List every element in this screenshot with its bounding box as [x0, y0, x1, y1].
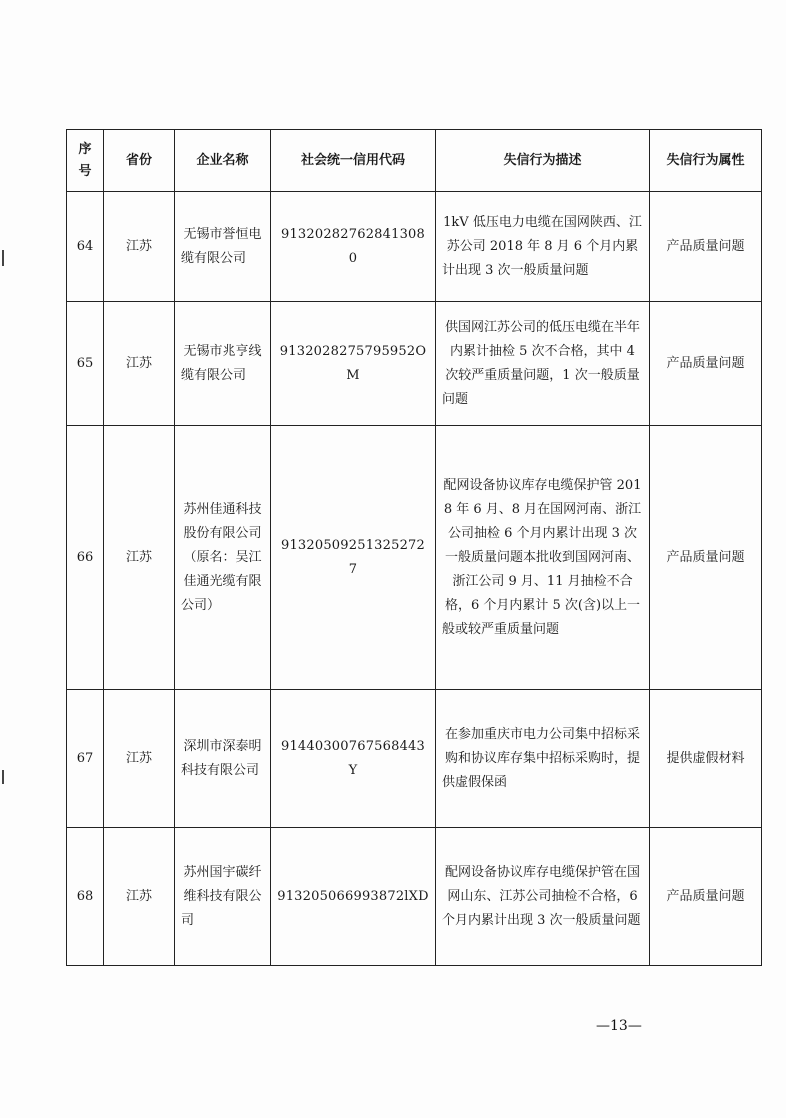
row-province: 江苏 — [104, 690, 175, 828]
row-credit-code: 913205066993872lXD — [271, 828, 436, 966]
scan-edge-mark — [2, 770, 4, 784]
row-seq: 67 — [67, 690, 104, 828]
row-seq: 68 — [67, 828, 104, 966]
row-description: 1kV 低压电力电缆在国网陕西、江苏公司 2018 年 8 月 6 个月内累计出现 3 次一般质量问题 — [436, 192, 650, 302]
row-province: 江苏 — [104, 828, 175, 966]
row-province: 江苏 — [104, 192, 175, 302]
row-description: 配网设备协议库存电缆保护管 2018 年 6 月、8 月在国网河南、浙江公司抽检 6 个月内累计出现 3 次一般质量问题本批收到国网河南、浙江公司 9 月、11 月抽检不合格，6 个月内累计 5 次(含)以上一般或较严重质量问题 — [436, 426, 650, 690]
row-credit-code: 913202827628413080 — [271, 192, 436, 302]
row-attribute: 提供虚假材料 — [650, 690, 762, 828]
table-row — [67, 426, 762, 690]
table-row — [67, 192, 762, 302]
row-credit-code: 91440300767568443Y — [271, 690, 436, 828]
row-credit-code: 913205092513252727 — [271, 426, 436, 690]
header-description: 失信行为描述 — [436, 130, 650, 192]
row-seq: 64 — [67, 192, 104, 302]
page-number: —13— — [596, 1018, 642, 1034]
header-province: 省份 — [104, 130, 175, 192]
row-attribute: 产品质量问题 — [650, 828, 762, 966]
header-seq: 序号 — [67, 130, 104, 192]
row-company: 苏州国宇碳纤维科技有限公司 — [175, 828, 271, 966]
row-description: 在参加重庆市电力公司集中招标采购和协议库存集中招标采购时，提供虚假保函 — [436, 690, 650, 828]
row-company: 苏州佳通科技股份有限公司（原名：吴江佳通光缆有限公司） — [175, 426, 271, 690]
table-row — [67, 302, 762, 426]
row-seq: 65 — [67, 302, 104, 426]
row-description: 配网设备协议库存电缆保护管在国网山东、江苏公司抽检不合格，6 个月内累计出现 3 次一般质量问题 — [436, 828, 650, 966]
header-attribute: 失信行为属性 — [650, 130, 762, 192]
row-attribute: 产品质量问题 — [650, 192, 762, 302]
header-credit-code: 社会统一信用代码 — [271, 130, 436, 192]
row-province: 江苏 — [104, 426, 175, 690]
credit-violation-table — [66, 129, 762, 966]
row-credit-code: 9132028275795952OM — [271, 302, 436, 426]
header-company: 企业名称 — [175, 130, 271, 192]
row-attribute: 产品质量问题 — [650, 302, 762, 426]
row-seq: 66 — [67, 426, 104, 690]
row-company: 无锡市誉恒电缆有限公司 — [175, 192, 271, 302]
row-province: 江苏 — [104, 302, 175, 426]
table-row — [67, 828, 762, 966]
row-company: 深圳市深泰明科技有限公司 — [175, 690, 271, 828]
header-row — [67, 130, 762, 192]
row-company: 无锡市兆亨线缆有限公司 — [175, 302, 271, 426]
scan-edge-mark — [2, 250, 4, 266]
row-description: 供国网江苏公司的低压电缆在半年内累计抽检 5 次不合格，其中 4 次较严重质量问题，1 次一般质量问题 — [436, 302, 650, 426]
row-attribute: 产品质量问题 — [650, 426, 762, 690]
table-row — [67, 690, 762, 828]
